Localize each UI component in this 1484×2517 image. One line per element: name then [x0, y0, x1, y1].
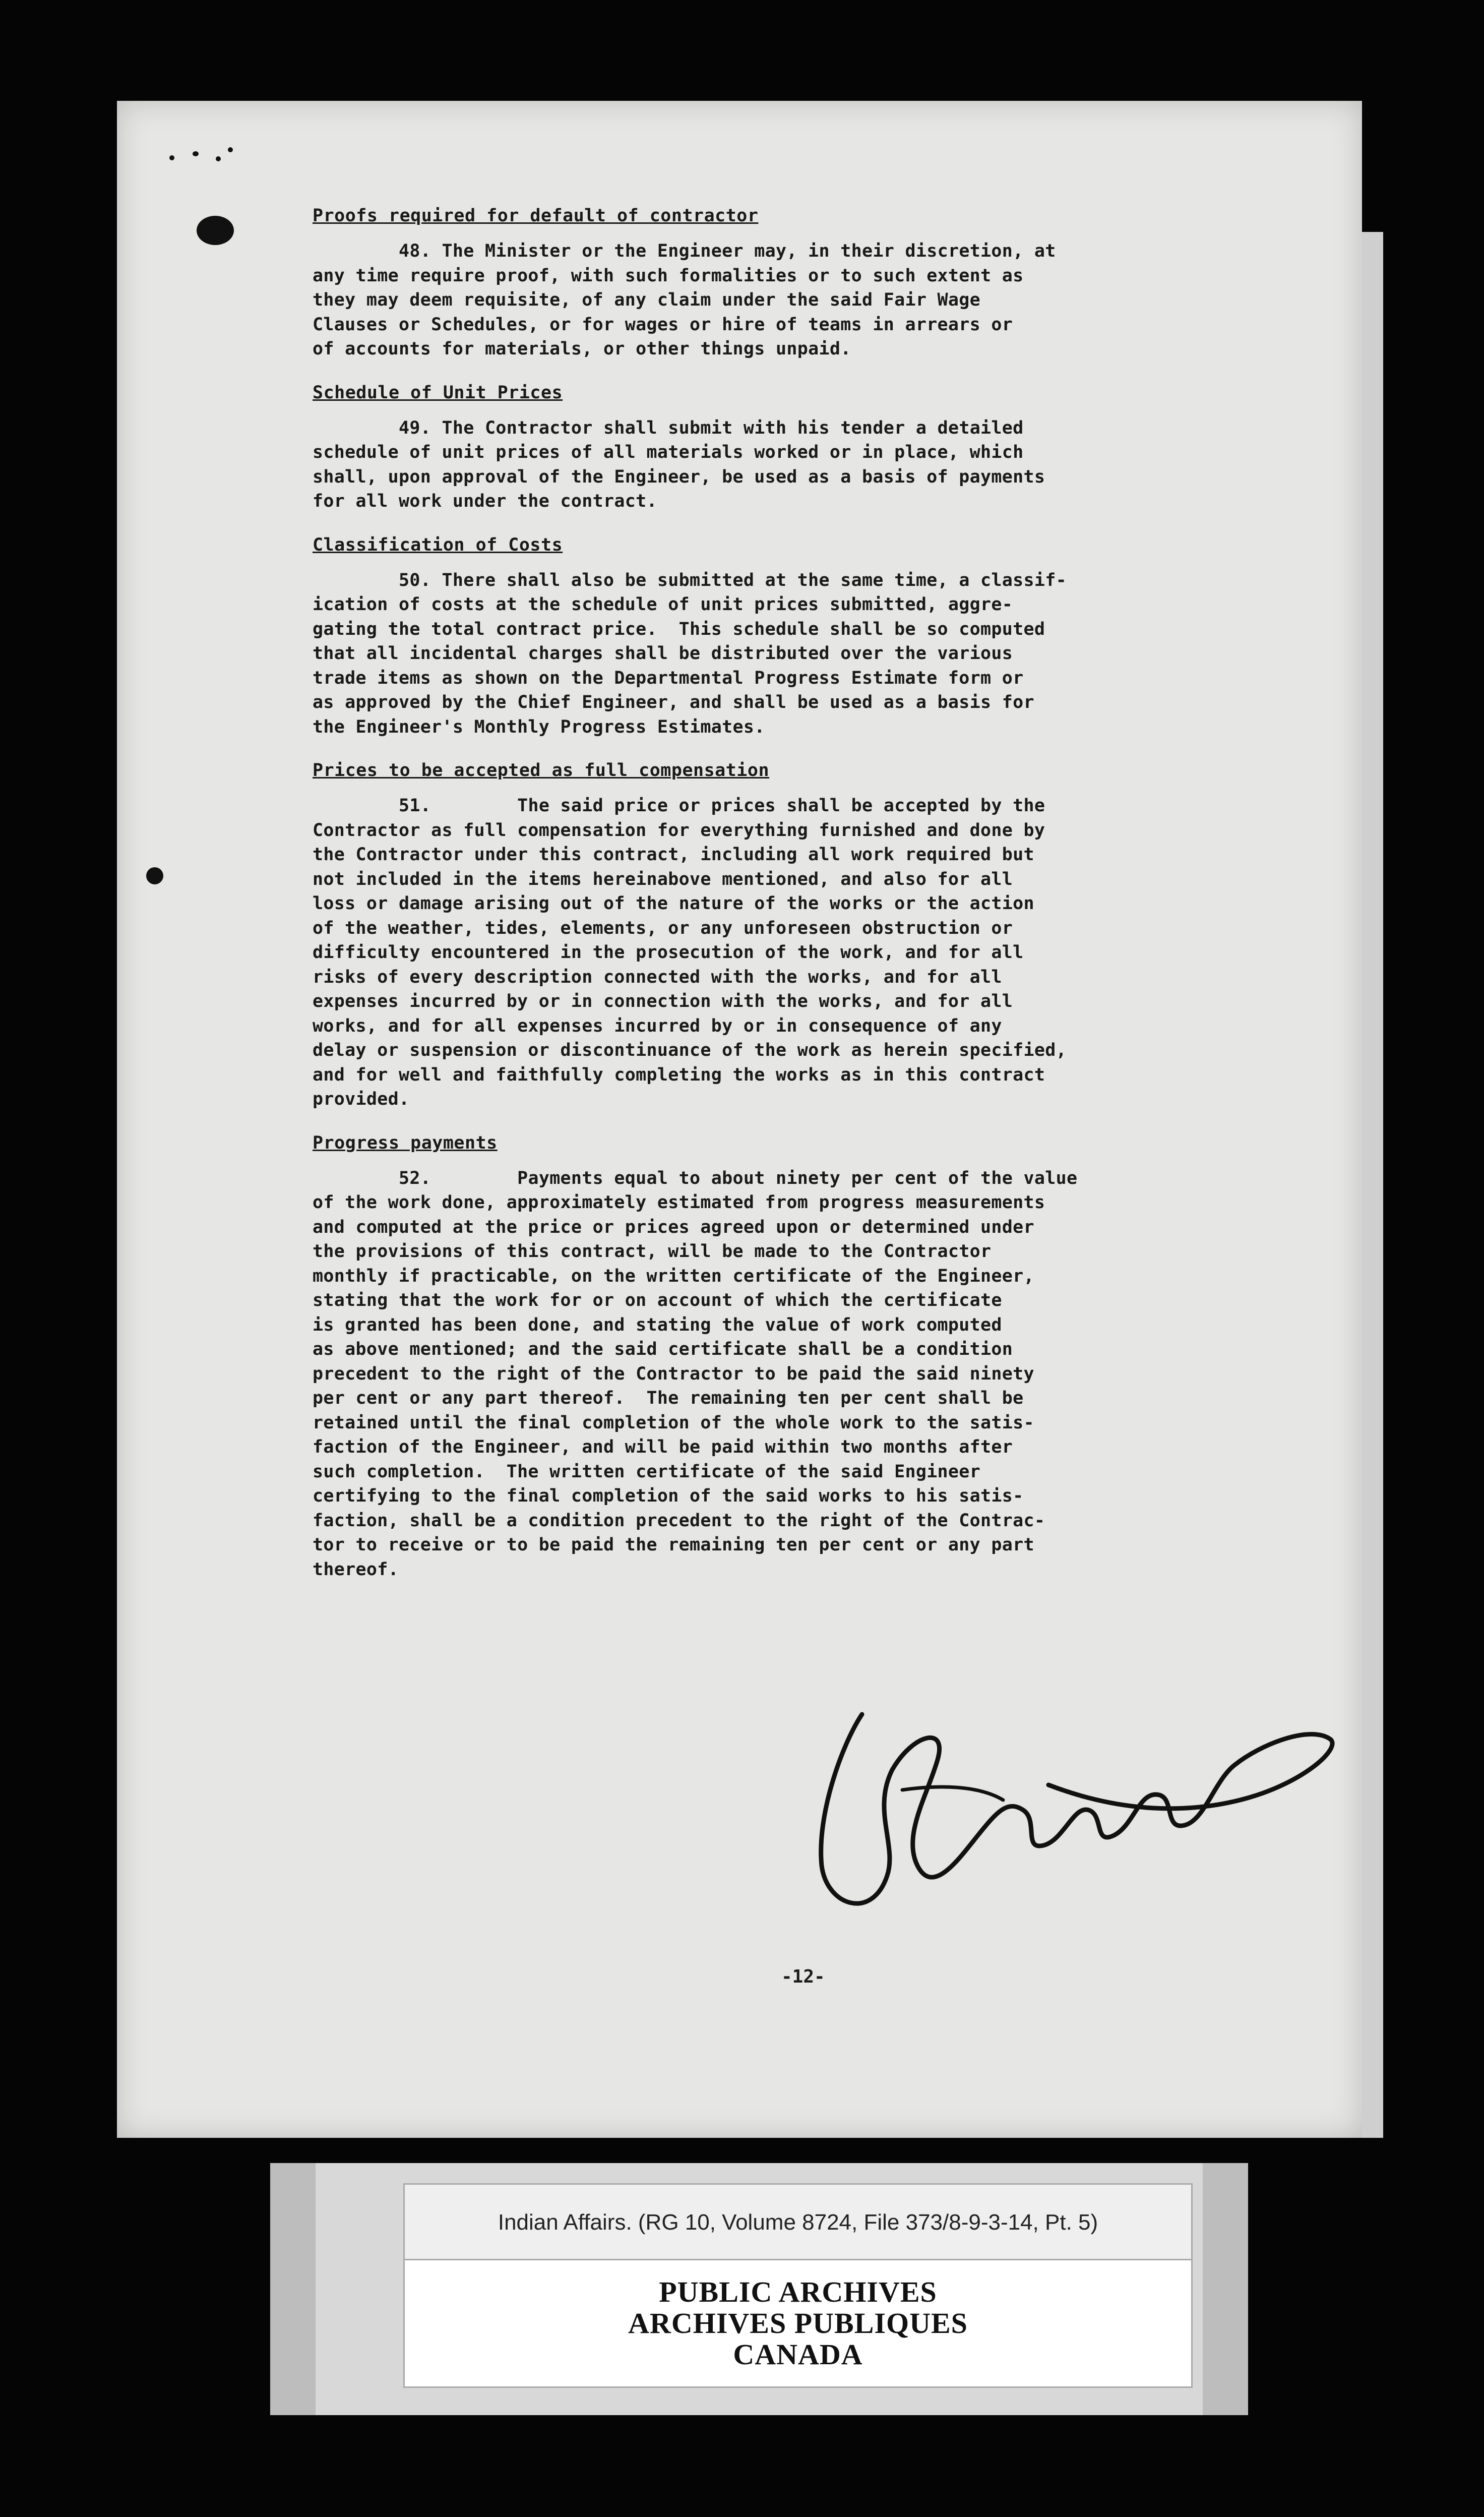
- archive-stamp: [403, 2259, 1193, 2388]
- section-paragraph: 50. There shall also be submitted at the same time, a classif- ication of costs at the schedule of unit prices submitted, aggre- gating the total contract price. This schedule shall be so computed that all incidental charges shall be distributed over the various trade items as shown on the Departmental Progress Estimate form or as approved by the Chief Engineer, and shall be used as a basis for the Engineer's Monthly Progress Estimates.: [313, 570, 1067, 737]
- archive-line-en: PUBLIC ARCHIVES: [659, 2275, 937, 2308]
- page-number: -12-: [781, 1966, 825, 1987]
- section-heading: Schedule of Unit Prices: [313, 382, 563, 403]
- ink-speck: [169, 155, 174, 160]
- punch-hole: [146, 867, 163, 884]
- section-heading: Prices to be accepted as full compensation: [313, 760, 770, 781]
- section-heading: Proofs required for default of contractor: [313, 206, 759, 226]
- section-proofs: [313, 204, 1230, 362]
- archive-line-country: CANADA: [733, 2338, 863, 2371]
- label-fold: [270, 2163, 316, 2415]
- ink-speck: [216, 156, 221, 161]
- handwritten-signature: [786, 1684, 1341, 1946]
- archive-reference-label: [403, 2183, 1193, 2262]
- section-heading: Classification of Costs: [313, 534, 563, 555]
- section-paragraph: 49. The Contractor shall submit with his tender a detailed schedule of unit prices of all materials worked or in place, which shall, upon approval of the Engineer, be used as a basis of payments for all work under the contract.: [313, 417, 1045, 511]
- document-body: [313, 204, 1230, 1601]
- section-prices: [313, 758, 1230, 1112]
- section-paragraph: 51. The said price or prices shall be accepted by the Contractor as full compensation for everything furnished and done by the Contractor under this contract, including all work required but not included in the items hereinabove mentioned, and also for all loss or damage arising out of the nature of the works or the action of the weather, tides, elements, or any unforeseen obstruction or difficulty encountered in the prosecution of the work, and for all risks of every description connected with the works, and for all expenses incurred by or in connection with the works, and for all works, and for all expenses incurred by or in consequence of any delay or suspension or discontinuance of the work as herein specified, and for well and faithfully completing the works as in this contract provided.: [313, 796, 1067, 1109]
- section-paragraph: 52. Payments equal to about ninety per cent of the value of the work done, approximately estimated from progress measurements and computed at the price or prices agreed upon or determined under the provisions of this contract, will be made to the Contractor monthly if practicable, on the written certificate of the Engineer, stating that the work for or on account of which the certificate is granted has been done, and stating the value of work computed as above mentioned; and the said certificate shall be a condition precedent to the right of the Contractor to be paid the said ninety per cent or any part thereof. The remaining ten per cent shall be retained until the final completion of the whole work to the satis- faction of the Engineer, and will be paid within two months after such completion. The written certificate of the said Engineer certifying to the final completion of the said works to his satis- faction, shall be a condition precedent to the right of the Contrac- tor to receive or to be paid the remaining ten per cent or any part thereof.: [313, 1168, 1078, 1580]
- section-classification: [313, 533, 1230, 740]
- section-schedule: [313, 381, 1230, 514]
- ink-speck: [228, 147, 233, 152]
- section-heading: Progress payments: [313, 1132, 498, 1153]
- ink-speck: [193, 151, 199, 156]
- ink-blot: [197, 216, 234, 245]
- archive-reference: Indian Affairs. (RG 10, Volume 8724, File 373/8-9-3-14, Pt. 5): [498, 2210, 1098, 2235]
- archive-line-fr: ARCHIVES PUBLIQUES: [628, 2307, 968, 2340]
- section-progress-payments: [313, 1131, 1230, 1582]
- section-paragraph: 48. The Minister or the Engineer may, in their discretion, at any time require proof, with such formalities or to such extent as they may deem requisite, of any claim under the said Fair Wage Clauses or Schedules, or for wages or hire of teams in arrears or of accounts for materials, or other things unpaid.: [313, 241, 1056, 359]
- label-fold: [1203, 2163, 1248, 2415]
